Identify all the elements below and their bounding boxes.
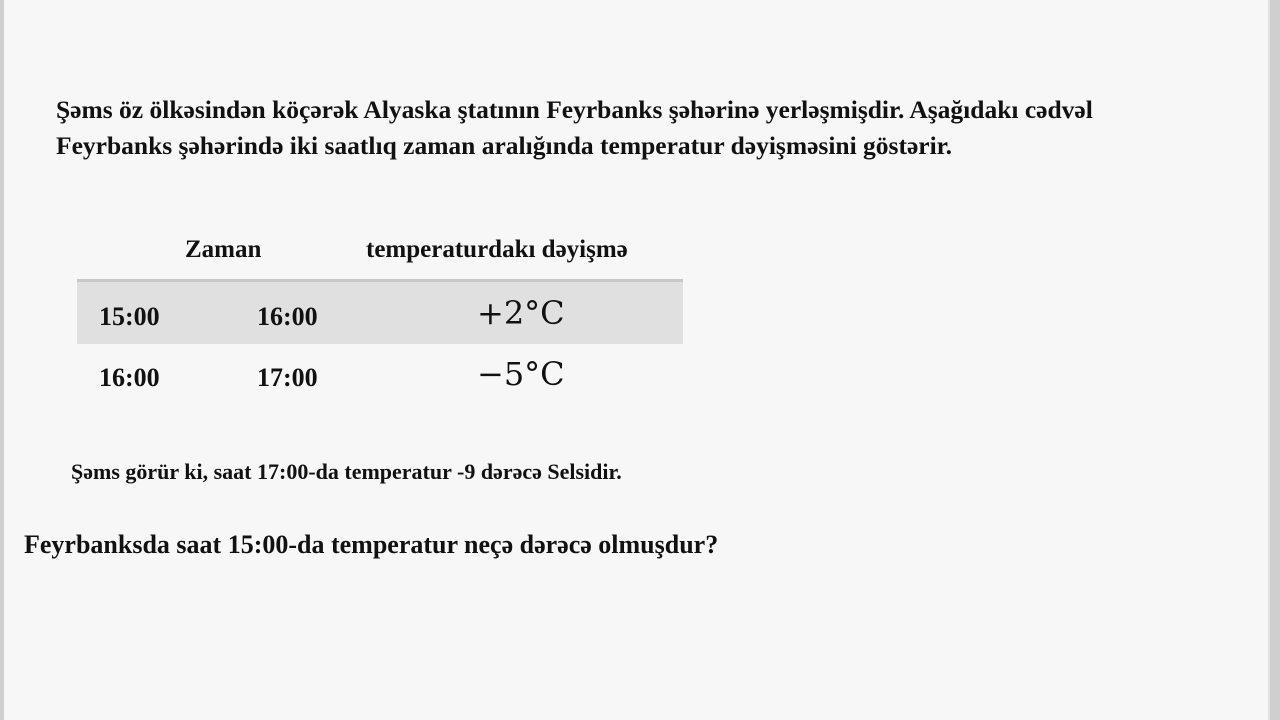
table-row bbox=[77, 343, 683, 405]
question-text: Feyrbanksda saat 15:00-da temperatur neçə dərəcə olmuşdur? bbox=[24, 530, 719, 559]
observation-note: Şəms görür ki, saat 17:00-da temperatur -9 dərəcə Selsidir. bbox=[71, 459, 622, 484]
row-temperature-change: +2°C bbox=[477, 294, 565, 332]
table-row bbox=[77, 279, 683, 344]
row-from-time: 16:00 bbox=[99, 363, 160, 392]
document-page bbox=[4, 0, 1270, 720]
table-header-change: temperaturdakı dəyişmə bbox=[366, 236, 628, 263]
table-header-time: Zaman bbox=[185, 236, 262, 263]
intro-line-2: Feyrbanks şəhərində iki saatlıq zaman aralığında temperatur dəyişməsini göstərir. bbox=[56, 131, 953, 160]
intro-paragraph bbox=[56, 92, 1256, 164]
row-to-time: 17:00 bbox=[257, 363, 318, 392]
row-temperature-change: −5°C bbox=[477, 355, 565, 393]
intro-line-1: Şəms öz ölkəsindən köçərək Alyaska ştatının Feyrbanks şəhərinə yerləşmişdir. Aşağıdakı cədvəl bbox=[56, 95, 1093, 124]
row-to-time: 16:00 bbox=[257, 302, 318, 331]
row-from-time: 15:00 bbox=[99, 302, 160, 331]
